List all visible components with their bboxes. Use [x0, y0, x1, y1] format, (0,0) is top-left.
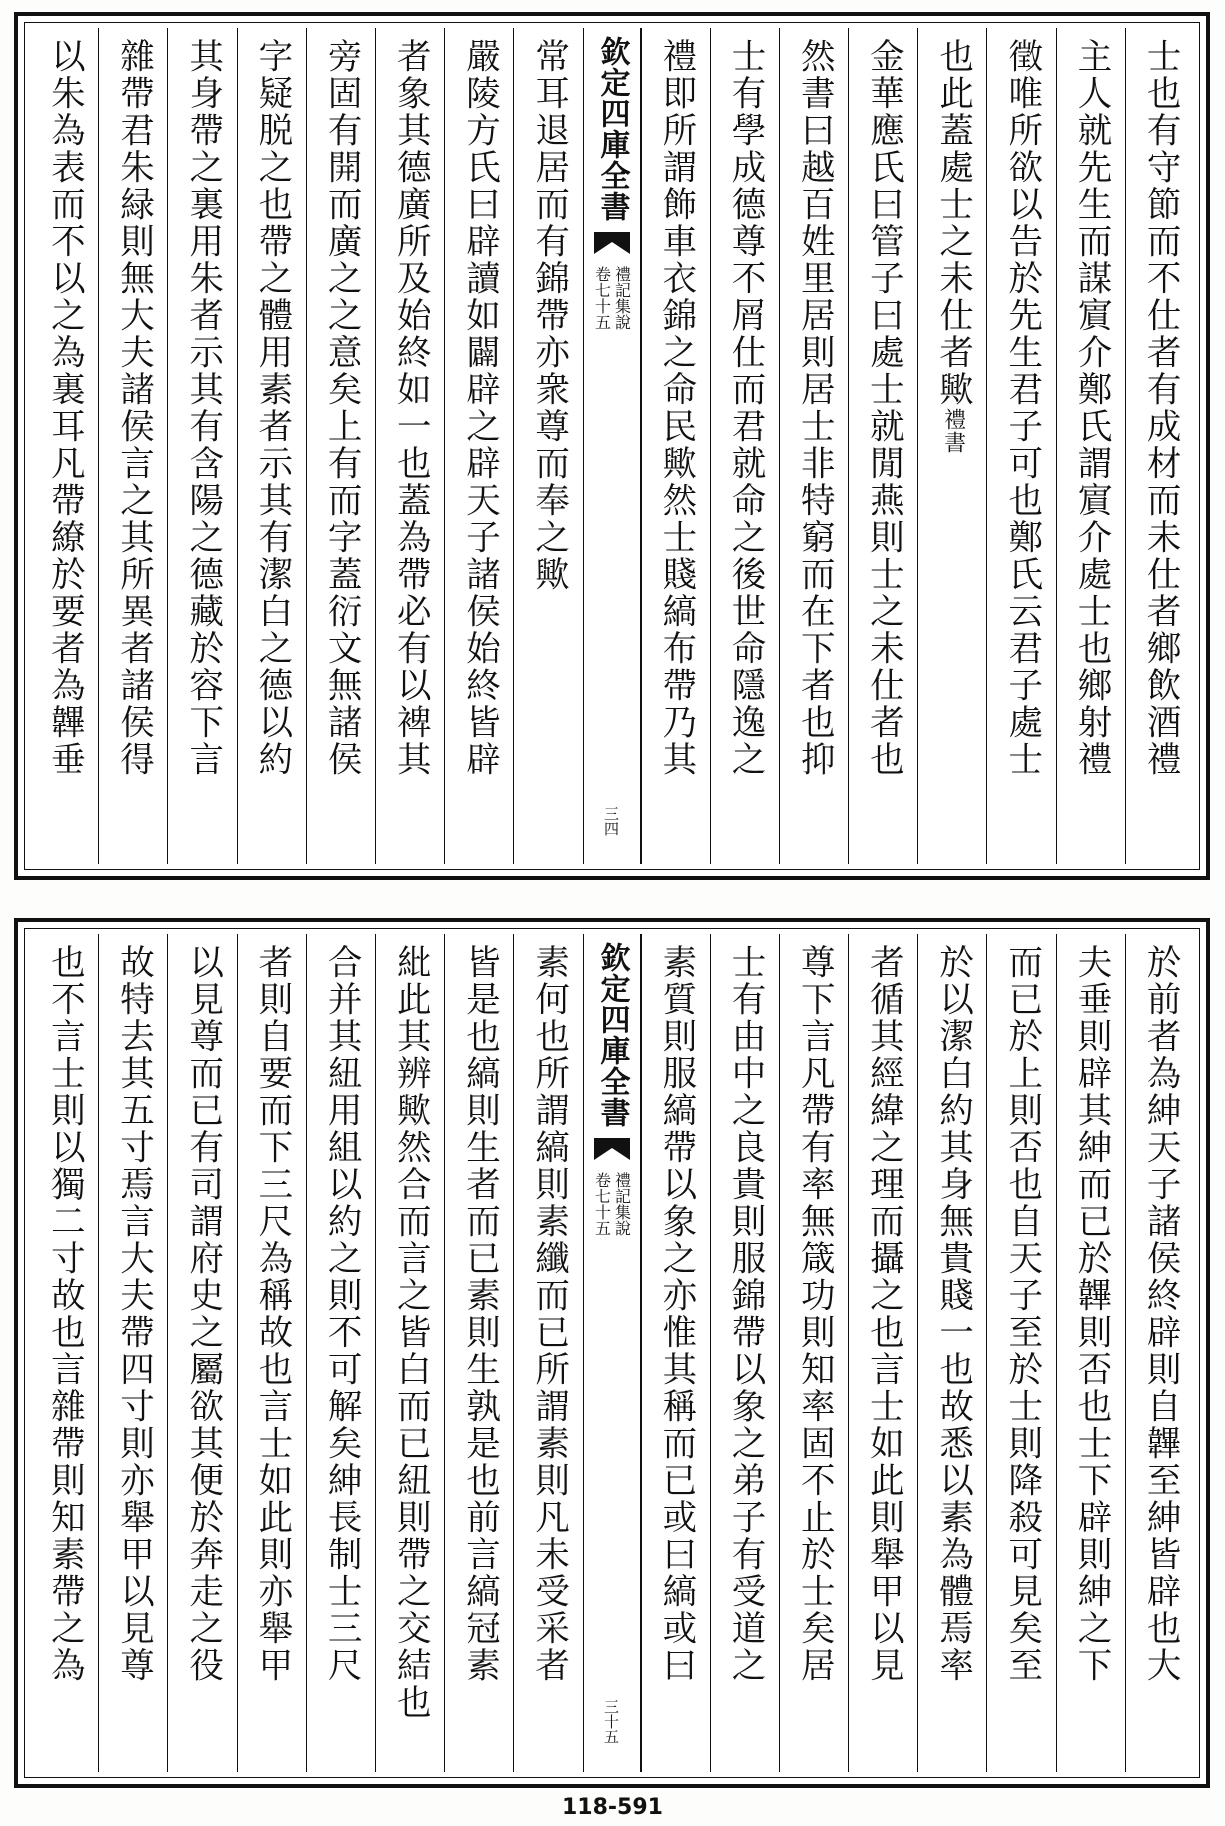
- text-column: [779, 28, 848, 864]
- column-text: 徵唯所欲以告於先生君子可也鄭氏云君子處士: [1001, 38, 1042, 778]
- column-text: 者循其經緯之理而攝之也言士如此則舉甲以見: [863, 944, 904, 1684]
- column-text: 其身帶之裏用朱者示其有含陽之德藏於容下言: [182, 38, 223, 778]
- text-column: [444, 28, 513, 864]
- text-column: [986, 28, 1055, 864]
- text-column: [375, 934, 444, 1772]
- running-title: 欽定四庫全書: [594, 36, 630, 222]
- column-text: 也不言士則以獨二寸故也言雜帶則知素帶之為: [44, 944, 85, 1684]
- column-text: 素質則服縞帶以象之亦惟其稱而已或曰縞或曰: [655, 944, 696, 1684]
- column-text: 而已於上則否也自天子至於士則降殺可見矣至: [1001, 944, 1042, 1684]
- text-column: [237, 934, 306, 1772]
- text-column: [306, 934, 375, 1772]
- volume-label: [594, 266, 630, 330]
- column-text: 以朱為表而不以之為裏耳凡帶繚於要者為韠垂: [44, 38, 85, 778]
- text-column: [1056, 28, 1125, 864]
- column-text: 旁固有開而廣之之意矣上有而字蓋衍文無諸侯: [321, 38, 362, 778]
- column-text: 禮即所謂飾車衣錦之命民歟然士賤縞布帶乃其: [655, 38, 696, 778]
- source-annotation: 禮書: [940, 408, 966, 454]
- column-text: 然書曰越百姓里居則居士非特窮而在下者也抑: [794, 38, 835, 778]
- column-text: 於以潔白約其身無貴賤一也故悉以素為體焉率: [932, 944, 973, 1684]
- column-text: 士有學成德尊不屑仕而君就命之後世命隱逸之: [725, 38, 766, 778]
- text-column: [848, 934, 917, 1772]
- column-text: 紕此其辨歟然合而言之皆白而已紐則帶之交結也: [390, 944, 431, 1721]
- book-title: 禮記集說: [612, 1172, 632, 1236]
- fishtail-mark-icon: [592, 228, 632, 258]
- column-text: 尊下言凡帶有率無箴功則知率固不止於士矣居: [794, 944, 835, 1684]
- text-column: [167, 934, 236, 1772]
- text-column: [237, 28, 306, 864]
- text-column: [848, 28, 917, 864]
- text-column: [986, 934, 1055, 1772]
- text-column: [98, 934, 167, 1772]
- running-title: 欽定四庫全書: [594, 942, 630, 1128]
- text-column: [710, 28, 779, 864]
- folio-number: 三四: [602, 806, 620, 836]
- text-column: [513, 934, 582, 1772]
- column-text: 嚴陵方氏曰辟讀如闢辟之辟天子諸侯始終皆辟: [459, 38, 500, 778]
- column-text: 素何也所謂縞則素纖而已所謂素則凡未受采者: [528, 944, 569, 1684]
- text-column: [30, 28, 98, 864]
- column-text: 以見尊而已有司謂府史之屬欲其便於奔走之役: [182, 944, 223, 1684]
- text-column: [1125, 934, 1194, 1772]
- column-text: 常耳退居而有錦帶亦衆尊而奉之歟: [528, 38, 569, 593]
- column-text: 者象其德廣所及始終如一也蓋為帶必有以裨其: [390, 38, 431, 778]
- text-column: [167, 28, 236, 864]
- text-column: [375, 28, 444, 864]
- column-text: 士也有守節而不仕者有成材而未仕者鄉飲酒禮: [1140, 38, 1181, 778]
- volume-number: 卷七十五: [592, 266, 612, 330]
- column-text: 字疑脱之也帶之體用素者示其有潔白之德以約: [251, 38, 292, 778]
- center-fold: [583, 28, 641, 864]
- text-columns: [30, 934, 1194, 1772]
- text-column: [779, 934, 848, 1772]
- column-main-text: 也此蓋處士之未仕者歟: [932, 38, 973, 408]
- text-column: [710, 934, 779, 1772]
- column-text: 夫垂則辟其紳而已於韠則否也士下辟則紳之下: [1070, 944, 1111, 1684]
- top-page-frame: [14, 12, 1210, 880]
- column-text: 雜帶君朱緑則無大夫諸侯言之其所異者諸侯得: [113, 38, 154, 778]
- text-column: [98, 28, 167, 864]
- text-column: [641, 934, 710, 1772]
- text-column: [917, 934, 986, 1772]
- center-fold: [583, 934, 641, 1772]
- text-column: [444, 934, 513, 1772]
- book-title: 禮記集說: [612, 266, 632, 330]
- column-text: 皆是也縞則生者而已素則生孰是也前言縞冠素: [459, 944, 500, 1684]
- text-column: [917, 28, 986, 864]
- text-column: [1056, 934, 1125, 1772]
- column-text: 主人就先生而謀賔介鄭氏謂賔介處士也鄉射禮: [1070, 38, 1111, 778]
- volume-label: [594, 1172, 630, 1236]
- column-text: 合并其紐用組以約之則不可解矣紳長制士三尺: [321, 944, 362, 1684]
- folio-number: 三十五: [602, 1699, 620, 1744]
- text-columns: [30, 28, 1194, 864]
- page-number: 118-591: [562, 1795, 663, 1820]
- bottom-page-frame: [14, 918, 1210, 1788]
- column-text: [932, 28, 973, 864]
- text-column: [306, 28, 375, 864]
- column-text: 者則自要而下三尺為稱故也言士如此則亦舉甲: [251, 944, 292, 1684]
- column-text: 於前者為紳天子諸侯終辟則自韠至紳皆辟也大: [1140, 944, 1181, 1684]
- text-column: [641, 28, 710, 864]
- text-column: [513, 28, 582, 864]
- text-column: [1125, 28, 1194, 864]
- text-column: [30, 934, 98, 1772]
- column-text: 士有由中之良貴則服錦帶以象之弟子有受道之: [725, 944, 766, 1684]
- fishtail-mark-icon: [592, 1134, 632, 1164]
- column-text: 金華應氏曰管子曰處士就閒燕則士之未仕者也: [863, 38, 904, 778]
- volume-number: 卷七十五: [592, 1172, 612, 1236]
- column-text: 故特去其五寸焉言大夫帶四寸則亦舉甲以見尊: [113, 944, 154, 1684]
